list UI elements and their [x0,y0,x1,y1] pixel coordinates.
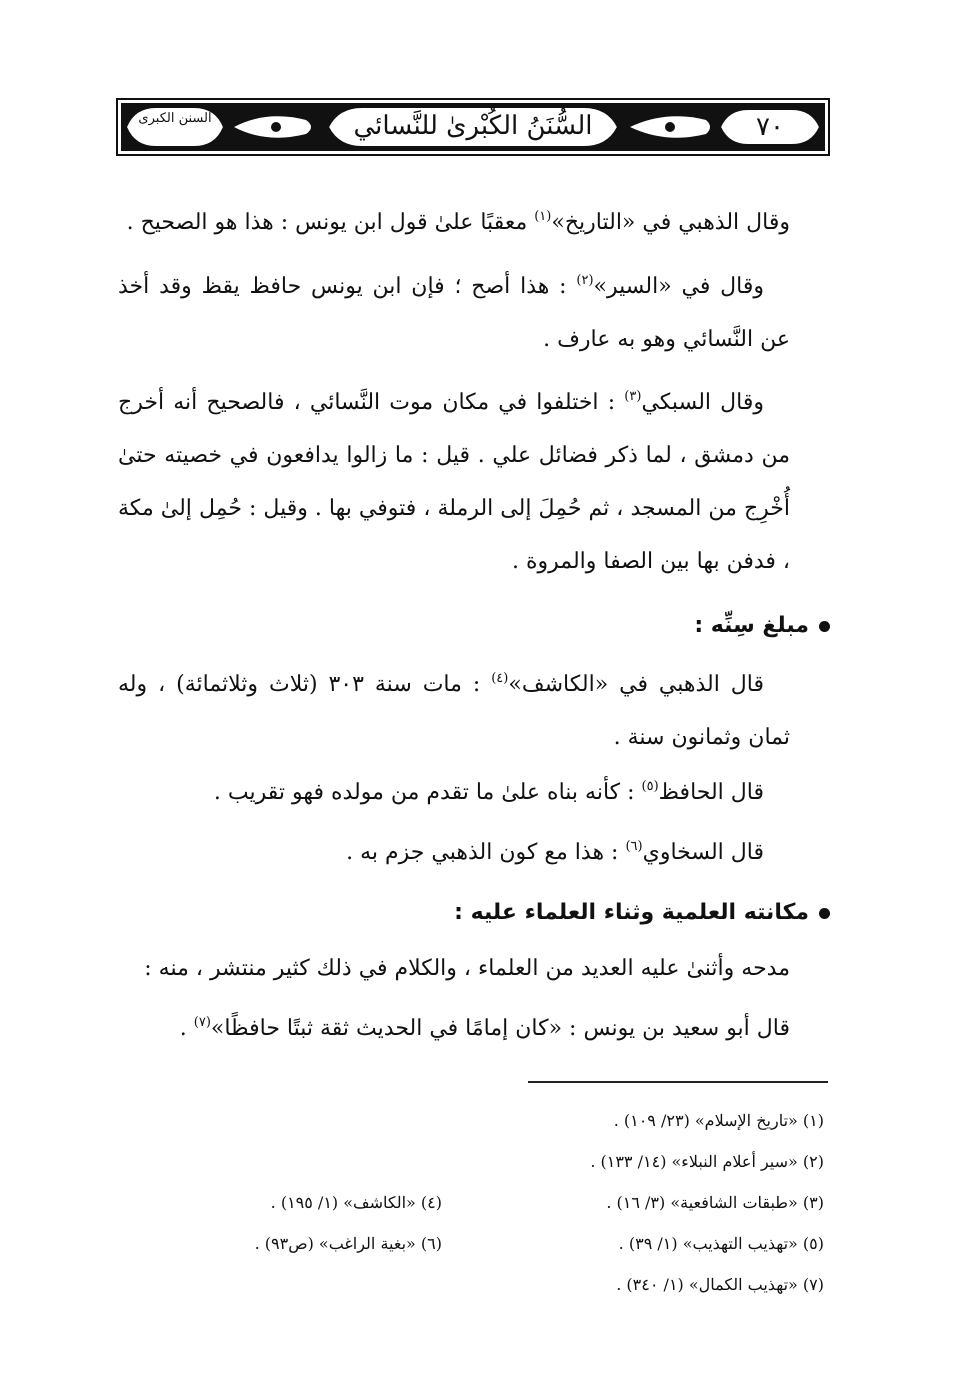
paragraph-text: : هذا مع كون الذهبي جزم به . [346,840,626,865]
footnote-ref[interactable]: (٧) [193,1015,211,1030]
bullet-icon [819,908,830,919]
footnote-4: (٤) «الكاشف» (١/ ١٩٥) . [270,1193,442,1212]
bullet-icon [819,621,830,632]
paragraph-text: : كأنه بناه علىٰ ما تقدم من مولده فهو تقريب . [213,780,642,805]
footnote-separator [528,1081,828,1083]
footnote-3: (٣) «طبقات الشافعية» (٣/ ١٦) . [606,1193,824,1212]
footnote-1: (١) «تاريخ الإسلام» (٢٣/ ١٠٩) . [613,1111,824,1130]
paragraph-text: قال الذهبي في «الكاشف» [508,672,764,697]
book-logo: السنن الكبرى [138,111,212,126]
paragraph-text: : هذا أصح ؛ فإن ابن يونس حافظ يقظ وقد أخذ عن النَّسائي وهو به عارف . [118,274,790,352]
footnote-ref[interactable]: (٦) [625,839,643,854]
paragraph-text: قال الحافظ [658,780,764,805]
footnote-7: (٧) «تهذيب الكمال» (١/ ٣٤٠) . [616,1275,824,1294]
footnote-ref[interactable]: (٥) [641,779,659,794]
paragraph-text: وقال في «السير» [593,274,764,299]
heading-text: مكانته العلمية وثناء العلماء عليه : [454,900,809,925]
footnote-ref[interactable]: (٣) [624,389,642,404]
paragraph-text: معقبًا علىٰ قول ابن يونس : هذا هو الصحيح . [126,210,535,235]
footnote-5: (٥) «تهذيب التهذيب» (١/ ٣٩) . [618,1234,824,1253]
paragraph-text: مدحه وأثنىٰ عليه العديد من العلماء ، والكلام في ذلك كثير منتشر ، منه : [144,956,790,981]
paragraph-ibn-yunus [118,998,790,1048]
footnote-ref[interactable]: (٢) [576,273,594,288]
running-title: السُّنَنُ الكُبْرىٰ للنَّسائي [353,111,593,141]
heading-text: مبلغ سِنِّه : [694,613,809,638]
section-heading-age [118,606,830,646]
paragraph-praise [118,944,790,994]
page-header [116,98,830,156]
paragraph-siyar [118,254,790,366]
page-number: ٧٠ [756,112,784,142]
paragraph-subki [118,370,790,588]
section-heading-status [118,893,830,933]
footnote-6: (٦) «بغية الراغب» (ص٩٣) . [254,1234,442,1253]
paragraph-dhahabi-tarikh [118,190,790,249]
paragraph-text: وقال الذهبي في «التاريخ» [551,210,790,235]
paragraph-sakhawi [118,822,764,872]
paragraph-text: : اختلفوا في مكان موت النَّسائي ، فالصحيح أنه أخرج من دمشق ، لما ذكر فضائل علي . قيل : ما زالوا يدافعون في خصيته حتىٰ أُخْرِج من المسجد ، ثم حُمِلَ إلى الرملة ، فتوفي بها . وقيل : حُمِل إلىٰ مكة ، فدفن بها بين الصفا والمروة . [118,390,790,574]
footnote-ref[interactable]: (٤) [491,671,509,686]
footnote-ref[interactable]: (١) [534,209,552,224]
paragraph-hafiz [118,762,764,812]
paragraph-text: قال أبو سعيد بن يونس : «كان إمامًا في الحديث ثقة ثبتًا حافظًا» [210,1016,790,1041]
paragraph-text: . [179,1016,194,1041]
paragraph-text: قال السخاوي [642,840,764,865]
paragraph-kashif [118,652,790,764]
paragraph-text: وقال السبكي [641,390,764,415]
paragraph-text: : مات سنة ٣٠٣ (ثلاث وثلاثمائة) ، وله ثمان وثمانون سنة . [118,672,790,750]
footnote-2: (٢) «سير أعلام النبلاء» (١٤/ ١٣٣) . [590,1152,824,1171]
